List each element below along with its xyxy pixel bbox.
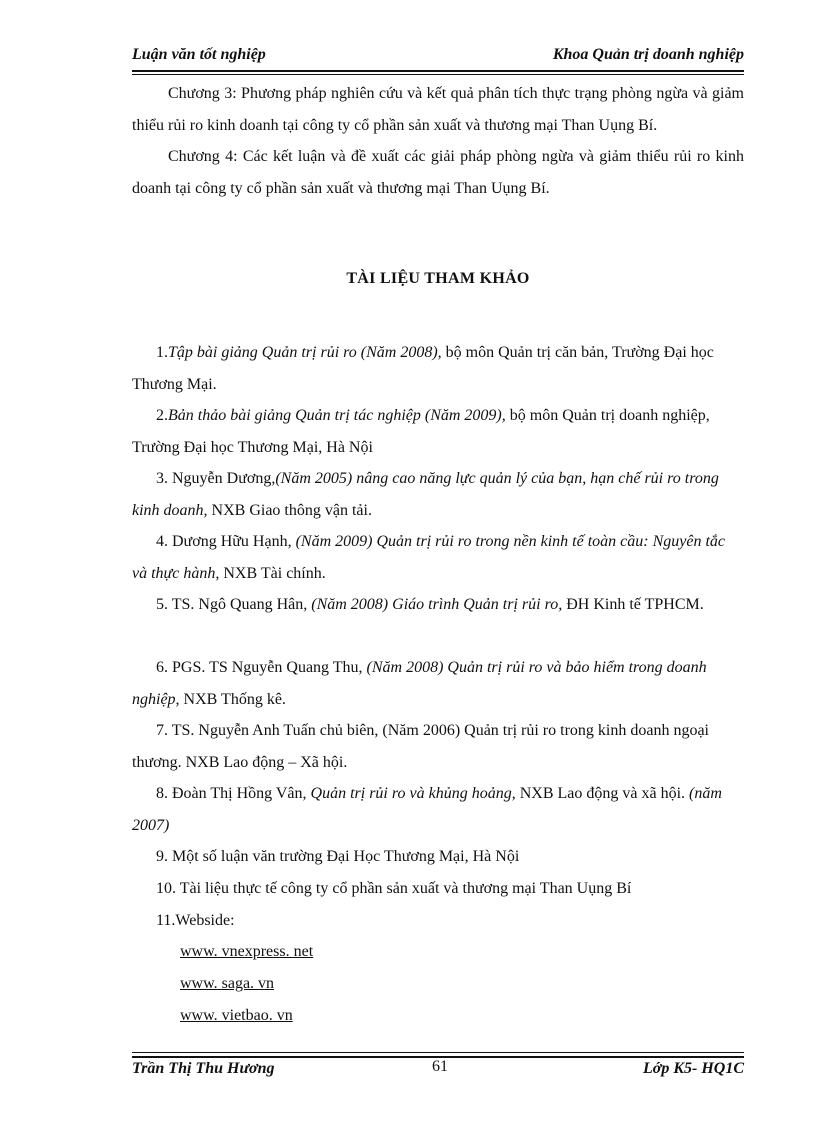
reference-8-title: Quản trị rủi ro và khủng hoảng, [310,785,516,802]
footer-class: Lớp K5- HQ1C [642,1060,744,1077]
reference-2-details: bộ môn Quản trị doanh nghiệp, Trường Đại học Thương Mại, Hà Nội [132,407,710,456]
reference-4-author: 4. Dương Hữu Hạnh, [156,533,296,550]
header-rule-thick [132,70,744,72]
reference-5 [132,589,732,621]
reference-6-title: (Năm 2008) Quản trị rủi ro và bảo hiểm trong doanh nghiệp, [132,659,707,708]
reference-1-title: Tập bài giảng Quản trị rủi ro (Năm 2008) [168,344,438,361]
reference-7: 7. TS. Nguyễn Anh Tuấn chủ biên, (Năm 2006) Quản trị rủi ro trong kinh doanh ngoại thương. NXB Lao động – Xã hội. [132,722,709,771]
reference-6-author: 6. PGS. TS Nguyễn Quang Thu, [156,659,367,676]
reference-4 [132,526,732,589]
header-rule-thin [132,74,744,75]
reference-10: 10. Tài liệu thực tế công ty cổ phần sản xuất và thương mại Than Uụng Bí [156,880,632,897]
page-footer [132,1058,744,1082]
reference-3-title: (Năm 2005) nâng cao năng lực quản lý của bạn, hạn chế rủi ro trong kinh doanh, [132,470,719,519]
reference-8-details: NXB Lao động và xã hội. [515,785,690,802]
page-number: 61 [432,1058,448,1075]
reference-3-details: NXB Giao thông vận tải. [207,501,372,519]
reference-1 [132,337,732,400]
reference-2-number: 2. [156,407,168,424]
reference-11: 11.Webside: [156,912,235,929]
reference-8 [132,778,732,841]
reference-1-details: , bộ môn Quản trị căn bản, Trường Đại học Thương Mại. [132,344,714,393]
reference-3 [132,463,732,526]
reference-9: 9. Một số luận văn trường Đại Học Thương Mại, Hà Nội [156,848,520,865]
page-header [132,44,744,68]
reference-3-author: 3. Nguyễn Dương, [156,470,276,487]
header-left: Luận văn tốt nghiệp [132,46,266,63]
reference-4-details: NXB Tài chính. [219,564,326,582]
reference-2 [132,400,732,463]
reference-5-details: ĐH Kinh tế TPHCM. [562,596,704,613]
reference-6 [132,652,732,715]
reference-8-author: 8. Đoàn Thị Hồng Vân, [156,785,311,802]
footer-rule-thin [132,1052,744,1053]
website-link-vietbao[interactable]: www. vietbao. vn [180,1007,293,1024]
reference-5-title: , (Năm 2008) Giáo trình Quản trị rủi ro, [303,596,563,613]
reference-5-author: 5. TS. Ngô Quang Hân [156,596,304,613]
chapter-3-paragraph: Chương 3: Phương pháp nghiên cứu và kết quả phân tích thực trạng phòng ngừa và giảm thiểu rủi ro kinh doanh tại công ty cổ phần sản xuất và thương mại Than Uụng Bí. [132,85,744,134]
chapter-4-paragraph: Chương 4: Các kết luận và đề xuất các giải pháp phòng ngừa và giảm thiểu rủi ro kinh doanh tại công ty cổ phần sản xuất và thương mại Than Uụng Bí. [132,148,744,197]
references-title: TÀI LIỆU THAM KHẢO [346,270,530,287]
header-right: Khoa Quản trị doanh nghiệp [552,46,744,63]
reference-1-number: 1. [156,344,168,361]
reference-6-details: NXB Thống kê. [179,690,286,708]
reference-8-year: (năm 2007) [132,785,722,834]
website-link-vnexpress[interactable]: www. vnexpress. net [180,943,314,960]
footer-author: Trần Thị Thu Hương [132,1060,275,1077]
reference-4-title: (Năm 2009) Quản trị rủi ro trong nền kinh tế toàn cầu: Nguyên tắc và thực hành, [132,533,726,582]
reference-2-title: Bản thảo bài giảng Quản trị tác nghiệp (Năm 2009), [168,407,506,424]
website-link-saga[interactable]: www. saga. vn [180,975,275,992]
